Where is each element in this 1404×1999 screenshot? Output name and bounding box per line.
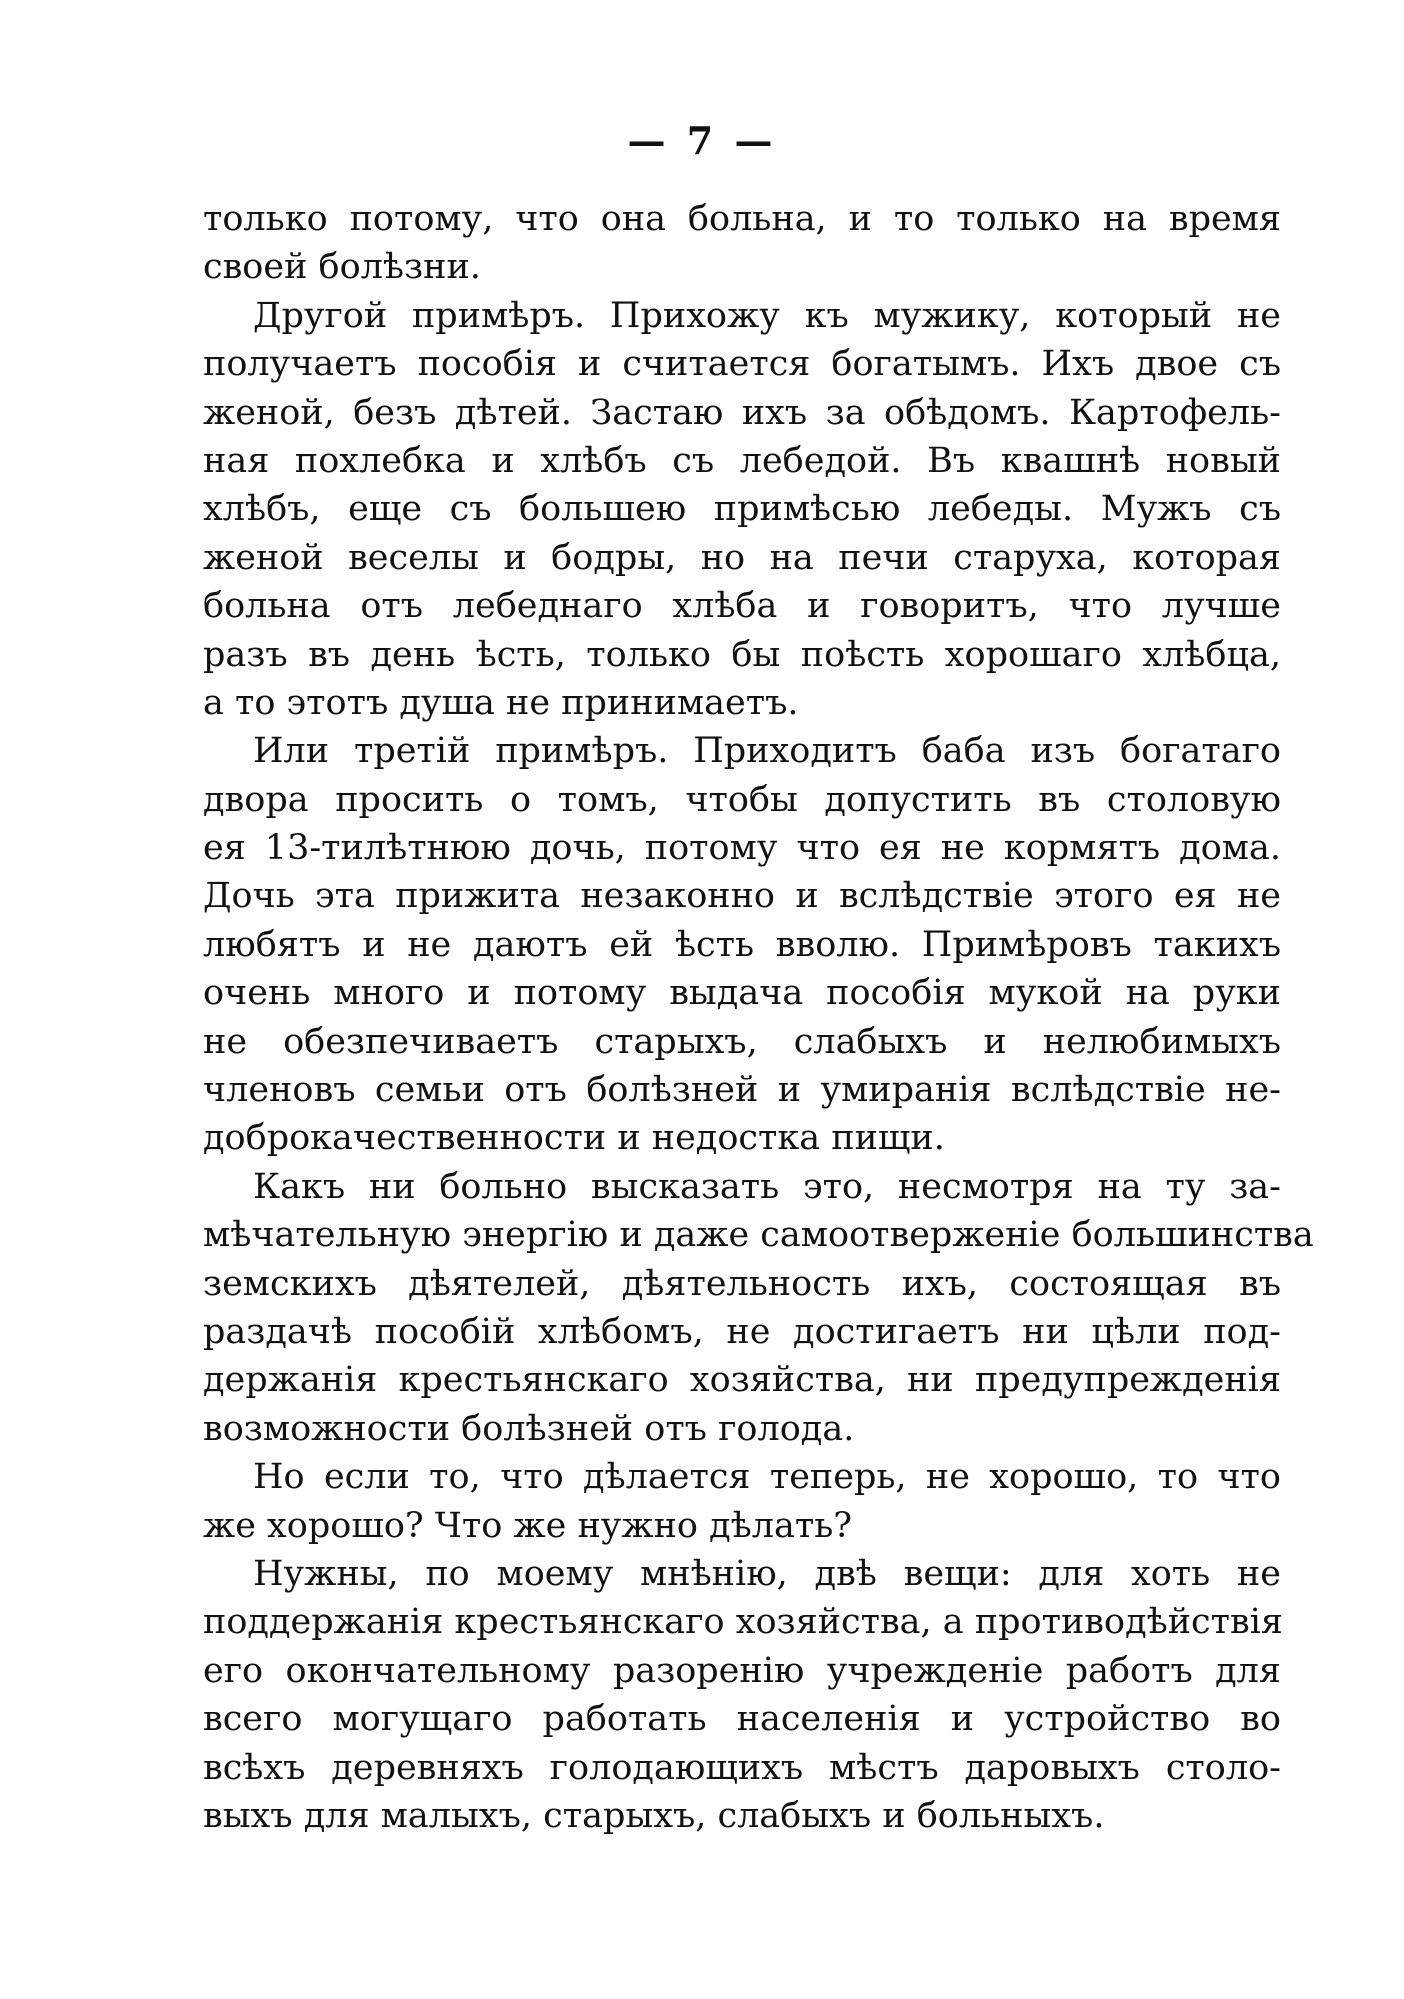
page-number: — 7 — xyxy=(627,118,777,163)
text-line: же хорошо? Что же нужно дѣлать? xyxy=(203,1505,853,1546)
text-line: Но если то, что дѣлается теперь, не хорошо, то что xyxy=(253,1457,1281,1498)
paragraph-6 xyxy=(203,1550,1281,1840)
text-line: членовъ семьи отъ болѣзней и умиранія вслѣдствіе не- xyxy=(203,1070,1281,1111)
text-line: держанія крестьянскаго хозяйства, ни предупрежденія xyxy=(203,1360,1281,1401)
text-line: доброкачественности и недостка пищи. xyxy=(203,1118,945,1159)
text-line: двора просить о томъ, чтобы допустить въ столовую xyxy=(203,779,1281,820)
text-line: хлѣбъ, еще съ большею примѣсью лебеды. Мужъ съ xyxy=(203,489,1281,530)
paragraph-3 xyxy=(203,727,1281,1163)
text-line: женой, безъ дѣтей. Застаю ихъ за обѣдомъ. Картофель- xyxy=(203,392,1281,433)
text-line: очень много и потому выдача пособія мукой на руки xyxy=(203,973,1281,1014)
page-text-body xyxy=(203,195,1314,1840)
paragraph-1 xyxy=(203,195,1281,292)
text-line: Дочь эта прижита незаконно и вслѣдствіе этого ея не xyxy=(203,876,1281,917)
text-line: поддержанія крестьянскаго хозяйства, а противодѣйствія xyxy=(203,1602,1283,1643)
text-line: земскихъ дѣятелей, дѣятельность ихъ, состоящая въ xyxy=(203,1263,1281,1304)
text-line: всѣхъ деревняхъ голодающихъ мѣстъ даровыхъ столо- xyxy=(203,1747,1281,1788)
text-line: своей болѣзни. xyxy=(203,247,481,288)
paragraph-5 xyxy=(203,1453,1281,1550)
text-line: всего могущаго работать населенія и устройство во xyxy=(203,1699,1281,1740)
text-line: не обезпечиваетъ старыхъ, слабыхъ и нелюбимыхъ xyxy=(203,1021,1281,1062)
text-line: ная похлебка и хлѣбъ съ лебедой. Въ квашнѣ новый xyxy=(203,440,1281,481)
text-line: мѣчательную энергію и даже самоотверженіе большинства xyxy=(203,1215,1314,1256)
text-line: его окончательному разоренію учрежденіе работъ для xyxy=(203,1650,1281,1691)
text-line: Нужны, по моему мнѣнію, двѣ вещи: для хоть не xyxy=(253,1553,1281,1594)
text-line: а то этотъ душа не принимаетъ. xyxy=(203,682,799,723)
text-line: разъ въ день ѣсть, только бы поѣсть хорошаго хлѣбца, xyxy=(203,634,1281,675)
text-line: Какъ ни больно высказать это, несмотря на ту за- xyxy=(253,1166,1281,1207)
text-line: больна отъ лебеднаго хлѣба и говоритъ, что лучше xyxy=(203,586,1281,627)
text-line: женой веселы и бодры, но на печи старуха, которая xyxy=(203,537,1281,578)
text-line: получаетъ пособія и считается богатымъ. Ихъ двое съ xyxy=(203,344,1281,385)
text-line: выхъ для малыхъ, старыхъ, слабыхъ и больныхъ. xyxy=(203,1795,1105,1836)
text-line: раздачѣ пособій хлѣбомъ, не достигаетъ ни цѣли под- xyxy=(203,1311,1281,1352)
text-line: ея 13-тилѣтнюю дочь, потому что ея не кормятъ дома. xyxy=(203,828,1281,869)
text-line: Или третій примѣръ. Приходитъ баба изъ богатаго xyxy=(253,731,1281,772)
paragraph-4 xyxy=(203,1163,1314,1453)
paragraph-2 xyxy=(203,292,1281,728)
text-line: любятъ и не даютъ ей ѣсть вволю. Примѣровъ такихъ xyxy=(203,924,1281,965)
text-line: только потому, что она больна, и то только на время xyxy=(203,199,1281,239)
text-line: возможности болѣзней отъ голода. xyxy=(203,1408,855,1449)
text-line: Другой примѣръ. Прихожу къ мужику, который не xyxy=(253,295,1281,336)
